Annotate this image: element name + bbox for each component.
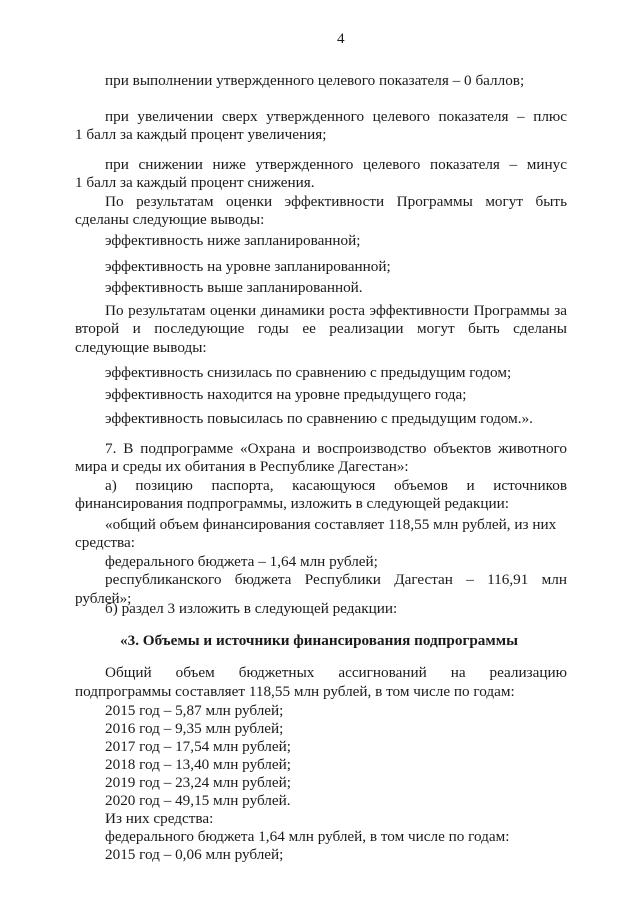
text-line: эффективность на уровне запланированной; — [105, 258, 391, 275]
text-line: По результатам оценки динамики роста эффективности Программы за — [105, 302, 567, 319]
text-line: при снижении ниже утвержденного целевого показателя – минус — [105, 156, 567, 173]
text-line: 2016 год – 9,35 млн рублей; — [105, 720, 284, 737]
text-line: при увеличении сверх утвержденного целевого показателя – плюс — [105, 108, 567, 125]
text-line: эффективность снизилась по сравнению с предыдущим годом; — [105, 364, 512, 381]
text-line: подпрограммы составляет 118,55 млн рублей, в том числе по годам: — [75, 683, 515, 700]
text-line: следующие выводы: — [75, 339, 207, 356]
text-line: эффективность повысилась по сравнению с предыдущим годом.». — [105, 410, 533, 427]
text-line: финансирования подпрограммы, изложить в следующей редакции: — [75, 495, 510, 512]
text-line: 1 балл за каждый процент увеличения; — [75, 126, 327, 143]
text-line: федерального бюджета 1,64 млн рублей, в том числе по годам: — [105, 828, 510, 845]
text-line: мира и среды их обитания в Республике Дагестан»: — [75, 458, 409, 475]
section-heading: «3. Объемы и источники финансирования подпрограммы — [120, 632, 518, 649]
text-line: 1 балл за каждый процент снижения. — [75, 174, 315, 191]
text-line: средства: — [75, 534, 135, 551]
text-line: эффективность находится на уровне предыдущего года; — [105, 386, 467, 403]
text-line: республиканского бюджета Республики Дагестан – 116,91 млн — [105, 571, 567, 588]
text-line: второй и последующие годы ее реализации могут быть сделаны — [75, 320, 567, 337]
text-line: эффективность выше запланированной. — [105, 279, 363, 296]
text-line: 2015 год – 0,06 млн рублей; — [105, 846, 284, 863]
text-line: эффективность ниже запланированной; — [105, 232, 361, 249]
text-line: а) позицию паспорта, касающуюся объемов и источников — [105, 477, 567, 494]
text-line: 7. В подпрограмме «Охрана и воспроизводство объектов животного — [105, 440, 567, 457]
text-line: «общий объем финансирования составляет 118,55 млн рублей, из них — [105, 516, 557, 533]
text-line: По результатам оценки эффективности Программы могут быть — [105, 193, 567, 210]
text-line: 2015 год – 5,87 млн рублей; — [105, 702, 284, 719]
text-line: сделаны следующие выводы: — [75, 211, 265, 228]
text-line: б) раздел 3 изложить в следующей редакции: — [105, 600, 398, 617]
page-number: 4 — [337, 30, 345, 47]
text-line: 2019 год – 23,24 млн рублей; — [105, 774, 291, 791]
text-line: 2020 год – 49,15 млн рублей. — [105, 792, 291, 809]
text-line: рублей»; — [75, 590, 132, 607]
text-line: Общий объем бюджетных ассигнований на реализацию — [105, 664, 567, 681]
text-line: при выполнении утвержденного целевого показателя – 0 баллов; — [105, 72, 525, 89]
text-line: федерального бюджета – 1,64 млн рублей; — [105, 553, 378, 570]
text-line: Из них средства: — [105, 810, 214, 827]
text-line: 2018 год – 13,40 млн рублей; — [105, 756, 291, 773]
text-line: 2017 год – 17,54 млн рублей; — [105, 738, 291, 755]
